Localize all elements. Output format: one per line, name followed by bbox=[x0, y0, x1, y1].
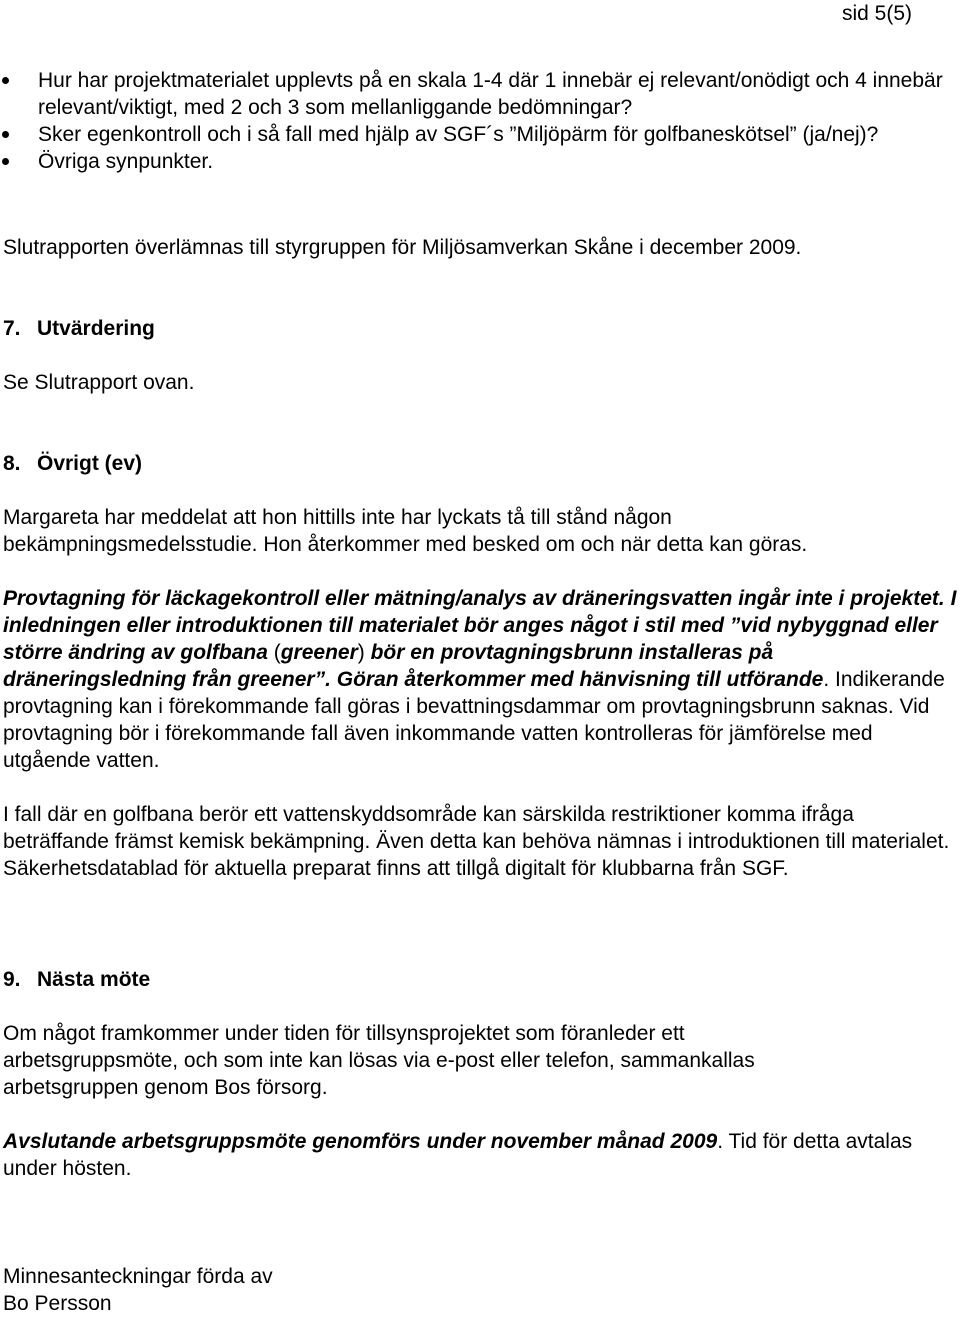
greener-text: greener bbox=[280, 641, 358, 664]
paren-open: ( bbox=[273, 641, 281, 664]
section-8-paragraph-3: I fall där en golfbana berör ett vattenskyddsområde kan särskilda restriktioner komma ifråga beträffande främst kemisk bekämpning. Även detta kan behöva nämnas i introduktionen till materialet. Säkerhetsdatablad för aktuella preparat finns att tillgå digitalt för klubbarna från SGF. bbox=[3, 803, 950, 880]
provtagningsbrunn-bold-text: bör en provtagningsbrunn installeras på dräneringsledning från greener”. Göran återkommer med hänvisning till utförande bbox=[3, 641, 824, 691]
inledningen-bold-text: I inledningen eller introduktionen till materialet bör anges något i stil med ”vid nybyggnad eller större ändring av golfbana bbox=[3, 587, 957, 664]
section-7-heading bbox=[3, 315, 960, 342]
section-7-text: Se Slutrapport ovan. bbox=[3, 371, 195, 394]
section-8-title: Övrigt (ev) bbox=[37, 452, 143, 475]
section-8-heading bbox=[3, 450, 960, 477]
signature-line-1: Minnesanteckningar förda av bbox=[3, 1265, 273, 1288]
avslutande-bold-text: Avslutande arbetsgruppsmöte genomförs under november månad 2009 bbox=[3, 1130, 718, 1153]
section-9-paragraph-2 bbox=[3, 1128, 960, 1182]
bullet-item: Sker egenkontroll och i så fall med hjälp av SGF´s ”Miljöpärm för golfbaneskötsel” (ja/nej)? bbox=[0, 121, 960, 148]
provtagning-bold-text: Provtagning för läckagekontroll eller mätning/analys av dräneringsvatten ingår inte i projektet. bbox=[3, 587, 945, 610]
section-9-paragraph-1: Om något framkommer under tiden för tillsynsprojektet som föranleder ett arbetsgruppsmöte, och som inte kan lösas via e-post eller telefon, sammankallas arbetsgruppen genom Bos försorg. bbox=[3, 1022, 755, 1099]
section-8-number: 8. bbox=[3, 452, 21, 475]
indikerande-text: . Indikerande provtagning kan i förekommande fall göras i bevattningsdammar om provtagningsbrunn saknas. Vid provtagning bör i förekommande fall även inkommande vatten kontrolleras för jämförelse med utgående vatten. bbox=[3, 668, 945, 772]
section-9-title: Nästa möte bbox=[37, 968, 151, 991]
signature bbox=[3, 1263, 960, 1317]
section-9-number: 9. bbox=[3, 968, 21, 991]
bullet-item: Övriga synpunkter. bbox=[0, 148, 960, 175]
tid-text: . Tid för detta avtalas under hösten. bbox=[3, 1130, 913, 1180]
signature-name: Bo Persson bbox=[3, 1292, 112, 1315]
section-8-paragraph-1: Margareta har meddelat att hon hittills inte har lyckats tå till stånd någon bekämpningsmedelsstudie. Hon återkommer med besked om och när detta kan göras. bbox=[3, 506, 808, 556]
section-9-heading bbox=[3, 966, 960, 993]
paren-close: ) bbox=[357, 641, 365, 664]
section-7-number: 7. bbox=[3, 317, 21, 340]
section-8-paragraph-2 bbox=[3, 585, 960, 774]
slutrapport-paragraph: Slutrapporten överlämnas till styrgruppen för Miljösamverkan Skåne i december 2009. bbox=[3, 236, 802, 259]
page-number: sid 5(5) bbox=[841, 2, 912, 25]
bullet-item: Hur har projektmaterialet upplevts på en skala 1-4 där 1 innebär ej relevant/onödigt och 4 innebär relevant/viktigt, med 2 och 3 som mellanliggande bedömningar? bbox=[0, 67, 960, 121]
bullet-list bbox=[0, 67, 960, 175]
section-7-title: Utvärdering bbox=[37, 317, 155, 340]
